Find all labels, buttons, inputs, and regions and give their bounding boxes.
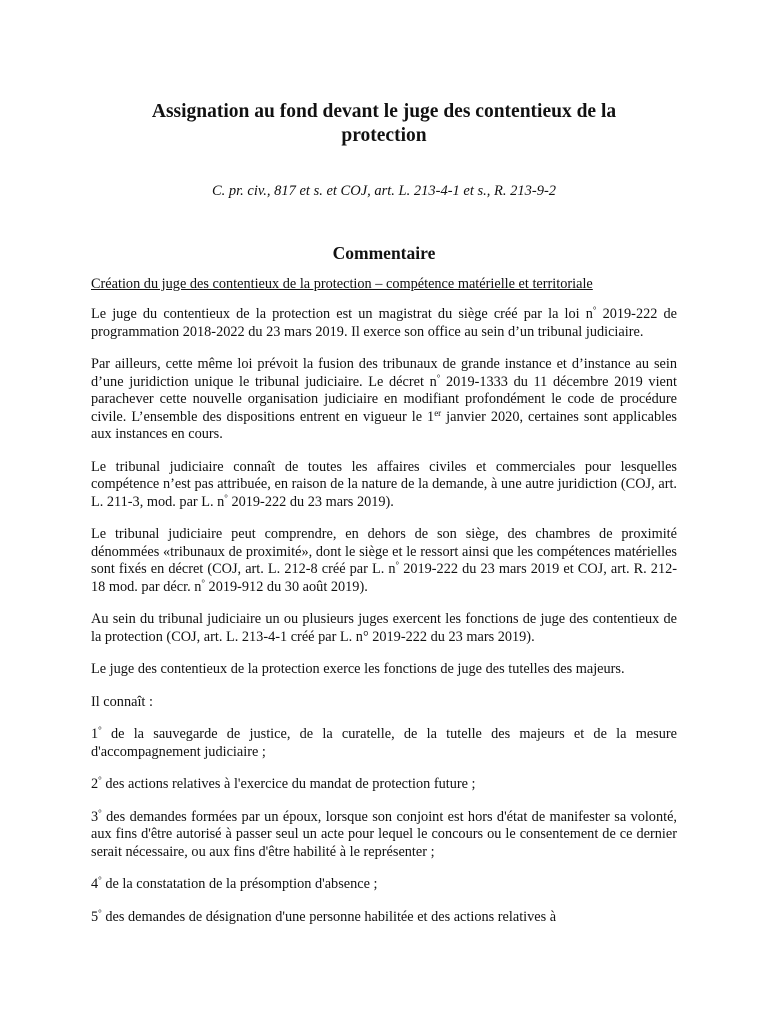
superscript: ° bbox=[224, 492, 228, 503]
item-number: 2 bbox=[91, 776, 99, 792]
paragraph bbox=[91, 459, 677, 512]
list-item bbox=[91, 876, 677, 894]
paragraph-text: 2019-222 de programmation 2018-2022 du 23 mars 2019. Il exerce son office au sein d’un tribunal judiciaire. bbox=[91, 306, 677, 340]
superscript: er bbox=[434, 407, 442, 418]
item-text: des actions relatives à l'exercice du mandat de protection future ; bbox=[101, 776, 476, 792]
paragraph-text: janvier 2020, certaines sont applicables aux instances en cours. bbox=[91, 408, 677, 442]
paragraph: Le juge des contentieux de la protection exerce les fonctions de juge des tutelles des majeurs. bbox=[91, 661, 625, 677]
item-number: 3 bbox=[91, 808, 99, 825]
paragraph: Au sein du tribunal judiciaire un ou plusieurs juges exercent les fonctions de juge des contentieux de la protection (COJ, art. L. 213-4-1 créé par L. n° 2019-222 du 23 mars 2019). bbox=[91, 611, 677, 645]
document-body bbox=[91, 306, 677, 941]
list-item bbox=[91, 776, 677, 794]
paragraph-text: Par ailleurs, cette même loi prévoit la fusion des tribunaux de grande instance et d’instance au sein d’une juridiction unique le tribunal judiciaire. Le décret n bbox=[91, 356, 677, 390]
paragraph-text: Le tribunal judiciaire peut comprendre, en dehors de son siège, des chambres de proximité dénommées «tribunaux de proximité», dont le siège et le ressort ainsi que les compétences matérielles sont fixés en décret (COJ, art. L. 212-8 créé par L. n bbox=[91, 526, 677, 577]
list-item bbox=[91, 809, 677, 862]
paragraph bbox=[91, 356, 677, 444]
paragraph bbox=[91, 306, 677, 341]
paragraph-text: Le juge du contentieux de la protection est un magistrat du siège créé par la loi n bbox=[91, 306, 593, 322]
superscript: ° bbox=[98, 875, 102, 885]
superscript: ° bbox=[436, 372, 441, 383]
item-text: des demandes formées par un époux, lorsque son conjoint est hors d'état de manifester sa volonté, aux fins d'être autorisé à passer seul un acte pour lequel le concours ou le consentement de ce dernier serait nécessaire, ou aux fins d'être habilité à le représenter ; bbox=[91, 808, 677, 860]
superscript: ° bbox=[592, 305, 597, 315]
subheading: Création du juge des contentieux de la protection – compétence matérielle et territoriale bbox=[91, 276, 593, 292]
item-text: de la sauvegarde de justice, de la curatelle, de la tutelle des majeurs et de la mesure d'accompagnement judiciaire ; bbox=[91, 726, 677, 760]
superscript: ° bbox=[395, 560, 400, 570]
list-item bbox=[91, 726, 677, 761]
superscript: ° bbox=[201, 577, 205, 588]
item-text: de la constatation de la présomption d'absence ; bbox=[101, 876, 378, 892]
legal-references: C. pr. civ., 817 et s. et COJ, art. L. 213-4-1 et s., R. 213-9-2 bbox=[211, 183, 557, 199]
item-text: des demandes de désignation d'une personne habilitée et des actions relatives à bbox=[101, 908, 557, 925]
paragraph-text: 2019-912 du 30 août 2019). bbox=[204, 578, 368, 595]
paragraph: Il connaît : bbox=[91, 693, 153, 710]
paragraph-text: Le tribunal judiciaire connaît de toutes les affaires civiles et commerciales pour lesquelles compétence n’est pas attribuée, en raison de la nature de la demande, à une autre juridiction (COJ, art. L. 211-3, mod. par L. n bbox=[91, 458, 677, 510]
superscript: ° bbox=[98, 907, 102, 918]
paragraph-text: 2019-222 du 23 mars 2019). bbox=[227, 493, 394, 510]
list-item bbox=[91, 909, 677, 927]
item-number: 4 bbox=[91, 876, 99, 892]
item-number: 5 bbox=[91, 908, 99, 925]
paragraph-text: 2019-222 du 23 mars 2019 et COJ, art. R. 212-18 mod. par décr. n bbox=[91, 561, 677, 595]
superscript: ° bbox=[98, 725, 102, 735]
superscript: ° bbox=[98, 807, 102, 818]
paragraph-text: 2019-1333 du 11 décembre 2019 vient parachever cette nouvelle organisation judiciaire en modifiant profondément le code de procédure civile. L’ensemble des dispositions entrent en vigueur le 1 bbox=[91, 373, 678, 425]
superscript: ° bbox=[98, 775, 102, 785]
item-number: 1 bbox=[91, 726, 99, 742]
section-heading: Commentaire bbox=[332, 243, 436, 263]
document-title: Assignation au fond devant le juge des contentieux de la protection bbox=[151, 101, 617, 146]
paragraph bbox=[91, 526, 677, 596]
